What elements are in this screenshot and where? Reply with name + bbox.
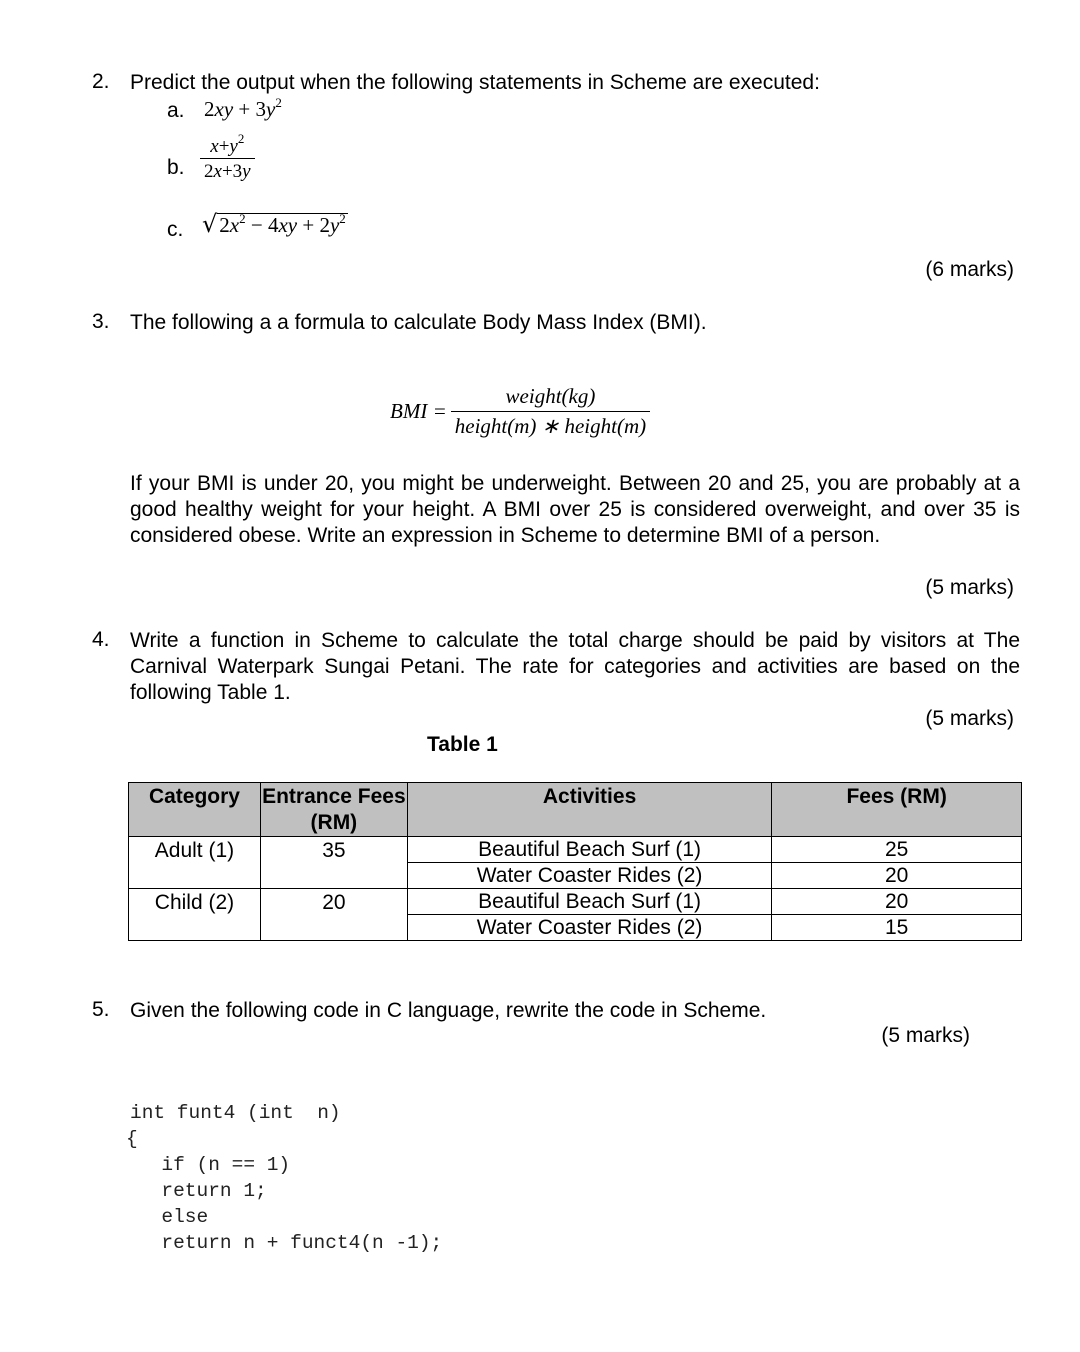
q2-item-a-expression: $2xy + 3y^2$: [204, 95, 282, 121]
cell-activity: Beautiful Beach Surf (1): [407, 889, 772, 915]
cell-activity: Water Coaster Rides (2): [407, 915, 772, 941]
q5-marks: (5 marks): [881, 1024, 970, 1047]
q2-number: 2.: [92, 70, 110, 93]
q2-item-b-expression: $\frac{x+y^2}{2x+3y}$: [200, 136, 255, 183]
cell-entrance-adult: 35: [260, 837, 407, 889]
q3-description: If your BMI is under 20, you might be underweight. Between 20 and 25, you are probably at a good healthy weight for your height. A BMI over 25 is considered overweight, and over 35 is considered obese. Write an expression in Scheme to determine BMI of a person.: [130, 472, 1020, 547]
bmi-formula: [390, 384, 650, 439]
fees-table: [128, 782, 1022, 941]
code-line: if (n == 1): [138, 1154, 291, 1176]
code-line: int funt4 (int n): [130, 1102, 341, 1124]
bmi-formula-lhs: BMI =: [390, 399, 447, 423]
q2-marks: (6 marks): [925, 258, 1014, 281]
cell-fee: 15: [772, 915, 1022, 941]
cell-activity: Water Coaster Rides (2): [407, 863, 772, 889]
q2-item-b-label: b.: [167, 156, 185, 179]
header-activities: Activities: [407, 783, 772, 837]
cell-category-adult: Adult (1): [129, 837, 261, 889]
q4-marks: (5 marks): [925, 707, 1014, 730]
code-line: {: [126, 1128, 138, 1150]
bmi-formula-denominator: height(m) ∗ height(m): [451, 411, 650, 439]
table-row: [129, 889, 1022, 915]
cell-activity: Beautiful Beach Surf (1): [407, 837, 772, 863]
cell-fee: 25: [772, 837, 1022, 863]
q3-prompt: The following a a formula to calculate Body Mass Index (BMI).: [130, 311, 707, 334]
table-row: [129, 837, 1022, 863]
header-entrance-fees: Entrance Fees (RM): [260, 783, 407, 837]
cell-category-child: Child (2): [129, 889, 261, 941]
cell-fee: 20: [772, 889, 1022, 915]
code-line: return 1;: [138, 1180, 267, 1202]
cell-entrance-child: 20: [260, 889, 407, 941]
q5-number: 5.: [92, 998, 110, 1021]
q2-item-c-expression: √ $2x^2 - 4xy + 2y^2$: [202, 210, 346, 238]
q4-prompt: Write a function in Scheme to calculate the total charge should be paid by visitors at The Carnival Waterpark Sungai Petani. The rate for categories and activities are based on the following Table 1.: [130, 629, 1020, 704]
q2-item-a-label: a.: [167, 99, 185, 122]
q3-number: 3.: [92, 310, 110, 333]
table-title: Table 1: [427, 733, 498, 756]
q2-item-c-label: c.: [167, 218, 184, 241]
header-category: Category: [129, 783, 261, 837]
cell-fee: 20: [772, 863, 1022, 889]
code-line: return n + funct4(n -1);: [138, 1232, 443, 1254]
q2-prompt: Predict the output when the following statements in Scheme are executed:: [130, 71, 820, 94]
code-line: else: [138, 1206, 209, 1228]
bmi-formula-numerator: weight(kg): [505, 384, 596, 408]
header-fees: Fees (RM): [772, 783, 1022, 837]
q3-marks: (5 marks): [925, 576, 1014, 599]
q4-number: 4.: [92, 628, 110, 651]
table-header-row: [129, 783, 1022, 837]
q5-prompt: Given the following code in C language, rewrite the code in Scheme.: [130, 999, 767, 1022]
